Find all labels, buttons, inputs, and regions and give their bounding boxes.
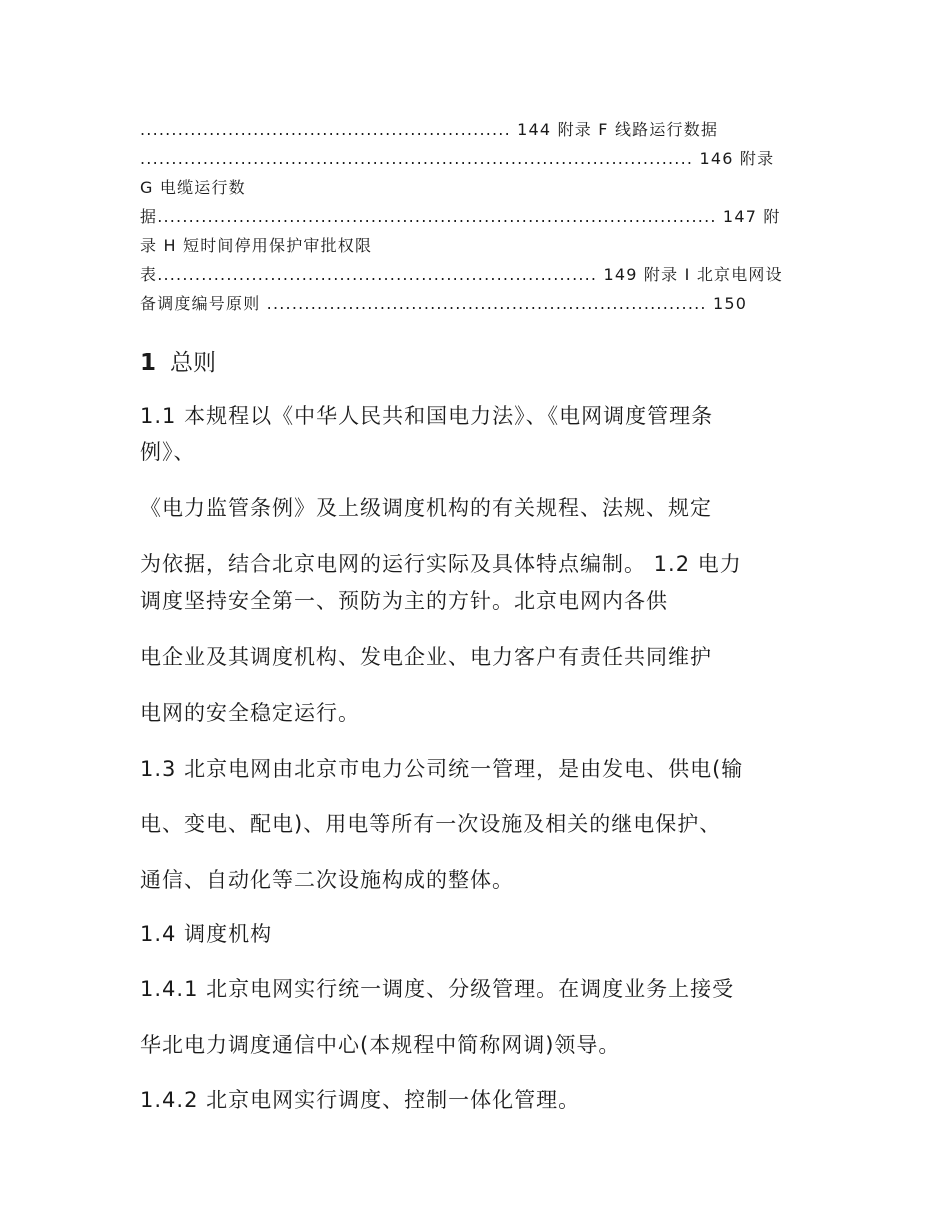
- paragraph-line: 《电力监管条例》及上级调度机构的有关规程、法规、规定: [140, 496, 712, 520]
- toc-line: ........................................................... 144 附录 F 线路运行数据: [140, 120, 719, 139]
- section-title: 总则: [170, 350, 217, 376]
- paragraph-line: 电企业及其调度机构、发电企业、电力客户有责任共同维护: [140, 645, 712, 669]
- paragraph-line: 1.4.2 北京电网实行调度、控制一体化管理。: [140, 1088, 581, 1112]
- paragraph-line: 电网的安全稳定运行。: [140, 701, 360, 725]
- paragraph-line: 1.1 本规程以《中华人民共和国电力法》、《电网调度管理条: [140, 404, 714, 428]
- toc-line: G 电缆运行数: [140, 178, 246, 197]
- toc-line: 录 H 短时间停用保护审批权限: [140, 236, 373, 255]
- toc-line: 据......................................................................................... 147 附: [140, 207, 781, 226]
- paragraph-line: 华北电力调度通信中心(本规程中简称网调)领导。: [140, 1033, 621, 1057]
- toc-line: 表...................................................................... 149 附录 I 北京电网设: [140, 265, 783, 284]
- section-heading: [140, 344, 216, 377]
- paragraph-line: 1.4.1 北京电网实行统一调度、分级管理。在调度业务上接受: [140, 977, 735, 1001]
- toc-line: ........................................................................................ 146 附录: [140, 149, 775, 168]
- paragraph-line: 调度坚持安全第一、预防为主的方针。北京电网内各供: [140, 589, 668, 613]
- paragraph-line: 电、变电、配电)、用电等所有一次设施及相关的继电保护、: [140, 812, 722, 836]
- section-number: 1: [140, 350, 157, 376]
- paragraph-line: 为依据，结合北京电网的运行实际及具体特点编制。 1.2 电力: [140, 552, 742, 576]
- paragraph-line: 通信、自动化等二次设施构成的整体。: [140, 868, 514, 892]
- paragraph-line: 1.3 北京电网由北京市电力公司统一管理，是由发电、供电(输: [140, 757, 744, 781]
- paragraph-line: 例》、: [140, 440, 196, 464]
- paragraph-line: 1.4 调度机构: [140, 922, 273, 946]
- toc-line: 备调度编号原则 ...................................................................... 150: [140, 294, 748, 313]
